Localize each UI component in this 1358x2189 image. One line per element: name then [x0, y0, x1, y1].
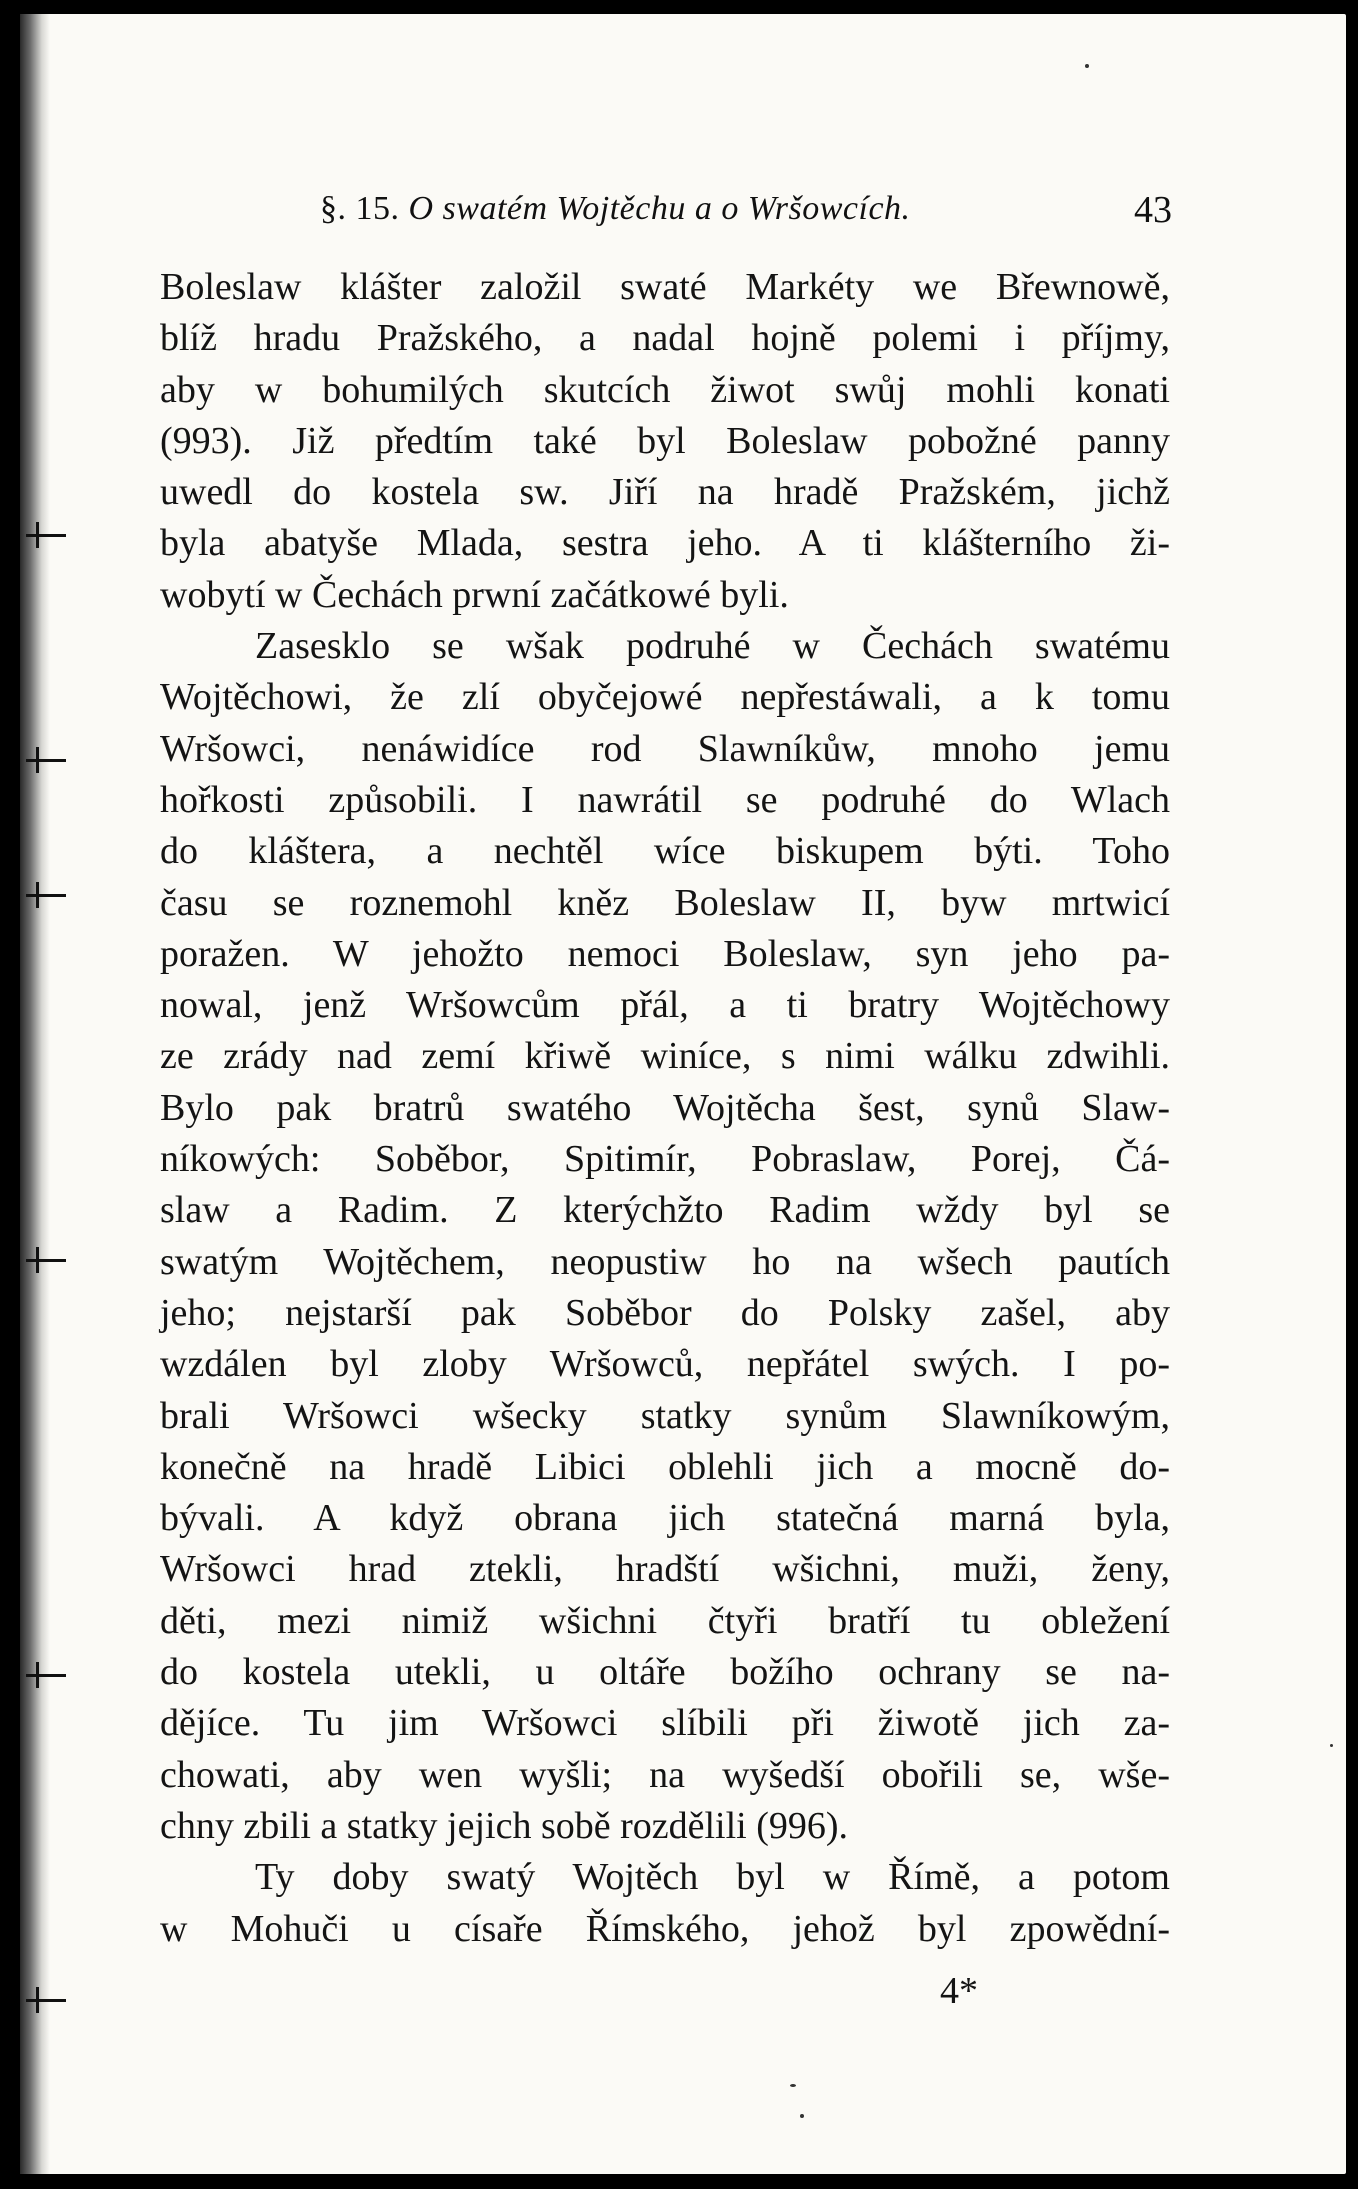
gutter-mark — [26, 1259, 66, 1262]
text-line: do kláštera, a nechtěl wíce biskupem býti. Toho — [160, 830, 1170, 873]
text-line: nowal, jenž Wršowcům přál, a ti bratry Wojtěchowy — [160, 984, 1170, 1027]
gutter-mark — [26, 1999, 66, 2002]
text-line: do kostela utekli, u oltáře božího ochrany se na- — [160, 1651, 1170, 1694]
book-page — [20, 14, 1346, 2174]
section-number: §. 15. — [320, 190, 400, 227]
header-title-block — [320, 190, 911, 228]
page-number: 43 — [1134, 189, 1172, 231]
text-line: jeho; nejstarší pak Soběbor do Polsky zašel, aby — [160, 1291, 1170, 1334]
paper-speck — [800, 2114, 804, 2118]
text-line: chowati, aby wen wyšli; na wyšedší obořili se, wše- — [160, 1753, 1170, 1796]
text-line: děti, mezi nimiž wšichni čtyři bratří tu obležení — [160, 1599, 1170, 1642]
text-line: času se roznemohl kněz Boleslaw II, byw mrtwicí — [160, 881, 1170, 924]
gutter-mark — [26, 1674, 66, 1677]
text-line: Zasesklo se wšak podruhé w Čechách swatému — [255, 625, 1170, 668]
paper-speck — [1085, 64, 1089, 68]
text-line: Wršowci hrad ztekli, hradští wšichni, muži, ženy, — [160, 1548, 1170, 1591]
paper-speck — [790, 2084, 796, 2087]
text-line: slaw a Radim. Z kterýchžto Radim wždy byl se — [160, 1189, 1170, 1232]
text-line: blíž hradu Pražského, a nadal hojně polemi i příjmy, — [160, 317, 1170, 360]
text-line: Bylo pak bratrů swatého Wojtěcha šest, synů Slaw- — [160, 1086, 1170, 1129]
text-line: konečně na hradě Libici oblehli jich a mocně do- — [160, 1445, 1170, 1488]
text-line: hořkosti způsobili. I nawrátil se podruhé do Wlach — [160, 778, 1170, 821]
chapter-title: O swatém Wojtěchu a o Wršowcích. — [408, 190, 911, 227]
text-line: uwedl do kostela sw. Jiří na hradě Pražském, jichž — [160, 471, 1170, 514]
text-line: (993). Již předtím také byl Boleslaw pobožné panny — [160, 419, 1170, 462]
gutter-mark — [26, 894, 66, 897]
body-text — [160, 262, 1170, 1955]
text-line: wzdálen byl zloby Wršowců, nepřátel swých. I po- — [160, 1343, 1170, 1386]
text-line: w Mohuči u císaře Římského, jehož byl zpowědní- — [160, 1907, 1170, 1950]
text-line: dějíce. Tu jim Wršowci slíbili při žiwotě jich za- — [160, 1702, 1170, 1745]
running-header — [320, 184, 1180, 244]
text-line: swatým Wojtěchem, neopustiw ho na wšech pautích — [160, 1240, 1170, 1283]
text-line: poražen. W jehožto nemoci Boleslaw, syn jeho pa- — [160, 932, 1170, 975]
text-line: bývali. A když obrana jich statečná marná byla, — [160, 1497, 1170, 1540]
text-line: brali Wršowci wšecky statky synům Slawníkowým, — [160, 1394, 1170, 1437]
text-line: aby w bohumilých skutcích žiwot swůj mohli konati — [160, 368, 1170, 411]
paper-speck — [1330, 1744, 1333, 1747]
text-line: ze zrády nad zemí křiwě winíce, s nimi wálku zdwihli. — [160, 1035, 1170, 1078]
text-line: níkowých: Soběbor, Spitimír, Pobraslaw, Porej, Čá- — [160, 1138, 1170, 1181]
text-line: Wojtěchowi, že zlí obyčejowé nepřestáwali, a k tomu — [160, 676, 1170, 719]
gutter-mark — [26, 534, 66, 537]
text-line: Wršowci, nenáwidíce rod Slawníkůw, mnoho jemu — [160, 727, 1170, 770]
signature-mark: 4* — [940, 1970, 978, 2012]
text-line: Boleslaw klášter založil swaté Markéty we Břewnowě, — [160, 266, 1170, 308]
text-line: Ty doby swatý Wojtěch byl w Římě, a potom — [255, 1856, 1170, 1899]
gutter-mark — [26, 759, 66, 762]
page-gutter — [20, 14, 50, 2174]
text-line: chny zbili a statky jejich sobě rozdělili (996). — [160, 1804, 849, 1847]
text-line: byla abatyše Mlada, sestra jeho. A ti klášterního ži- — [160, 522, 1170, 565]
text-line: wobytí w Čechách prwní začátkowé byli. — [160, 573, 789, 616]
